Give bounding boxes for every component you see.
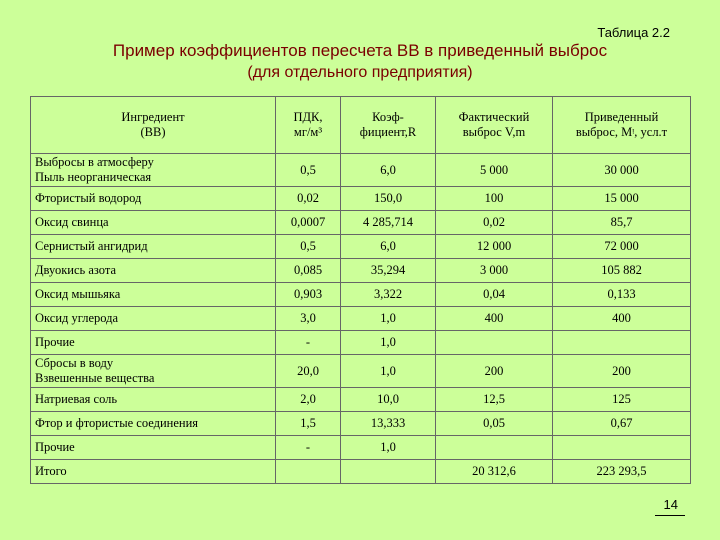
ingredient-cell: Прочие (31, 436, 276, 460)
coefficient-cell: 35,294 (341, 259, 436, 283)
pdk-cell: 0,0007 (276, 211, 341, 235)
reduced-emission-cell: 15 000 (553, 187, 691, 211)
actual-emission-cell: 200 (436, 355, 553, 388)
pdk-cell: 3,0 (276, 307, 341, 331)
ingredient-cell: Сбросы в воду Взвешенные вещества (31, 355, 276, 388)
pdk-cell: 1,5 (276, 412, 341, 436)
actual-emission-cell (436, 436, 553, 460)
ingredient-cell: Оксид мышьяка (31, 283, 276, 307)
page-number: 14 (663, 497, 678, 512)
page-title: Пример коэффициентов пересчета ВВ в приведенный выброс (112, 41, 608, 60)
reduced-emission-cell: 30 000 (553, 154, 691, 187)
coefficient-cell: 1,0 (341, 355, 436, 388)
coefficient-cell: 150,0 (341, 187, 436, 211)
coefficient-cell: 6,0 (341, 235, 436, 259)
table-row (31, 283, 691, 307)
header-ingredient: Ингредиент (ВВ) (31, 97, 276, 154)
ingredient-cell: Сернистый ангидрид (31, 235, 276, 259)
reduced-emission-cell (553, 331, 691, 355)
ingredient-cell: Фтористый водород (31, 187, 276, 211)
coefficient-cell: 1,0 (341, 436, 436, 460)
pdk-cell: 20,0 (276, 355, 341, 388)
reduced-emission-cell: 72 000 (553, 235, 691, 259)
total-reduced-emission-cell: 223 293,5 (553, 460, 691, 484)
reduced-emission-cell (553, 436, 691, 460)
total-actual-emission-cell: 20 312,6 (436, 460, 553, 484)
actual-emission-cell: 400 (436, 307, 553, 331)
reduced-emission-cell: 105 882 (553, 259, 691, 283)
total-label-cell: Итого (31, 460, 276, 484)
coefficient-cell: 13,333 (341, 412, 436, 436)
actual-emission-cell (436, 331, 553, 355)
ingredient-cell: Оксид свинца (31, 211, 276, 235)
coefficient-cell: 4 285,714 (341, 211, 436, 235)
table-row (31, 235, 691, 259)
table-row (31, 388, 691, 412)
actual-emission-cell: 12,5 (436, 388, 553, 412)
table-row (31, 307, 691, 331)
reduced-emission-cell: 200 (553, 355, 691, 388)
ingredient-cell: Выбросы в атмосферу Пыль неорганическая (31, 154, 276, 187)
ingredient-cell: Натриевая соль (31, 388, 276, 412)
header-coefficient: Коэф- фициент,R (341, 97, 436, 154)
table-row (31, 187, 691, 211)
actual-emission-cell: 100 (436, 187, 553, 211)
coefficient-cell: 6,0 (341, 154, 436, 187)
pdk-cell (276, 460, 341, 484)
ingredient-cell: Прочие (31, 331, 276, 355)
coefficient-cell (341, 460, 436, 484)
actual-emission-cell: 0,04 (436, 283, 553, 307)
pdk-cell: 0,5 (276, 235, 341, 259)
ingredient-cell: Двуокись азота (31, 259, 276, 283)
reduced-emission-cell: 125 (553, 388, 691, 412)
reduced-emission-cell: 0,133 (553, 283, 691, 307)
ingredient-cell: Оксид углерода (31, 307, 276, 331)
reduced-emission-cell: 85,7 (553, 211, 691, 235)
pdk-cell: - (276, 331, 341, 355)
table-label: Таблица 2.2 (597, 25, 670, 40)
table-row (31, 331, 691, 355)
actual-emission-cell: 0,05 (436, 412, 553, 436)
table-row (31, 154, 691, 187)
actual-emission-cell: 0,02 (436, 211, 553, 235)
reduced-emission-cell: 400 (553, 307, 691, 331)
actual-emission-cell: 12 000 (436, 235, 553, 259)
pdk-cell: 2,0 (276, 388, 341, 412)
header-actual-emission: Фактический выброс V,m (436, 97, 553, 154)
actual-emission-cell: 5 000 (436, 154, 553, 187)
table-row (31, 412, 691, 436)
table-row (31, 259, 691, 283)
table-row (31, 211, 691, 235)
pdk-cell: 0,02 (276, 187, 341, 211)
pdk-cell: 0,085 (276, 259, 341, 283)
header-pdk: ПДК, мг/м³ (276, 97, 341, 154)
total-row (31, 460, 691, 484)
pdk-cell: 0,903 (276, 283, 341, 307)
header-reduced-emission: Приведенный выброс, Mᵎ, усл.т (553, 97, 691, 154)
coefficients-table (30, 96, 691, 484)
pdk-cell: - (276, 436, 341, 460)
table-row (31, 436, 691, 460)
page-number-underline (655, 515, 685, 516)
coefficient-cell: 1,0 (341, 307, 436, 331)
ingredient-cell: Фтор и фтористые соединения (31, 412, 276, 436)
coefficient-cell: 10,0 (341, 388, 436, 412)
coefficient-cell: 3,322 (341, 283, 436, 307)
table-header-row (31, 97, 691, 154)
actual-emission-cell: 3 000 (436, 259, 553, 283)
table-row (31, 355, 691, 388)
coefficient-cell: 1,0 (341, 331, 436, 355)
pdk-cell: 0,5 (276, 154, 341, 187)
reduced-emission-cell: 0,67 (553, 412, 691, 436)
page-subtitle: (для отдельного предприятия) (247, 64, 473, 81)
